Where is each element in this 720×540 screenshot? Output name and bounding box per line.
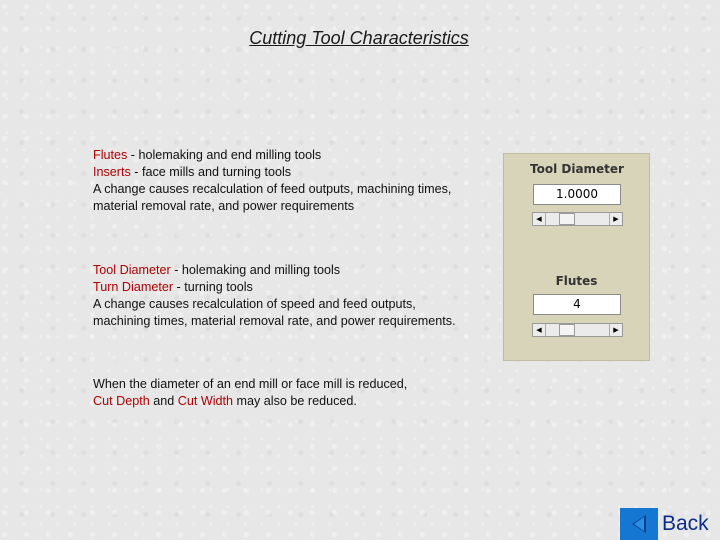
inserts-term: Inserts: [93, 165, 131, 179]
flutes-desc: - holemaking and end milling tools: [127, 148, 322, 162]
flutes-scrollbar[interactable]: [532, 323, 623, 337]
flutes-label: Flutes: [555, 274, 598, 288]
diameter-description: [93, 262, 463, 330]
tool-diameter-term: Tool Diameter: [93, 263, 171, 277]
flutes-scroll-thumb[interactable]: [559, 324, 575, 336]
reduction-text-c: may also be reduced.: [233, 394, 357, 408]
tool-diameter-label: Tool Diameter: [530, 162, 624, 176]
inserts-line: [93, 164, 453, 181]
turn-diameter-term: Turn Diameter: [93, 280, 174, 294]
tool-diameter-scrollbar[interactable]: [532, 212, 623, 226]
back-button[interactable]: [620, 508, 709, 540]
turn-diameter-line: [93, 279, 463, 296]
reduction-text-a: When the diameter of an end mill or face mill is reduced,: [93, 377, 408, 391]
scroll-left-arrow-icon[interactable]: ◀: [533, 213, 546, 225]
scroll-right-arrow-icon[interactable]: ▶: [609, 213, 622, 225]
back-label[interactable]: Back: [662, 512, 709, 535]
tool-diameter-line: [93, 262, 463, 279]
reduction-note: [93, 376, 423, 410]
scroll-left-arrow-icon[interactable]: ◀: [533, 324, 546, 336]
recalc-note-1: A change causes recalculation of feed outputs, machining times, material removal rate, and power requirements: [93, 182, 452, 213]
tool-diameter-field[interactable]: 1.0000: [533, 184, 621, 205]
turn-diameter-desc: - turning tools: [173, 280, 253, 294]
flutes-inserts-description: [93, 147, 453, 215]
scroll-right-arrow-icon[interactable]: ▶: [609, 324, 622, 336]
flutes-field[interactable]: 4: [533, 294, 621, 315]
tool-input-panel: [503, 153, 650, 361]
cut-width-term: Cut Width: [177, 394, 234, 408]
tool-diameter-scroll-thumb[interactable]: [559, 213, 575, 225]
reduction-text-b: and: [149, 394, 178, 408]
flutes-line: [93, 147, 453, 164]
tool-diameter-desc: - holemaking and milling tools: [170, 263, 341, 277]
inserts-desc: - face mills and turning tools: [130, 165, 292, 179]
back-arrow-icon[interactable]: [620, 508, 658, 540]
cut-depth-term: Cut Depth: [93, 394, 150, 408]
page-title: Cutting Tool Characteristics: [249, 28, 469, 48]
recalc-note-2: A change causes recalculation of speed and feed outputs, machining times, material removal rate, and power requirements.: [93, 297, 456, 328]
flutes-term: Flutes: [93, 148, 128, 162]
